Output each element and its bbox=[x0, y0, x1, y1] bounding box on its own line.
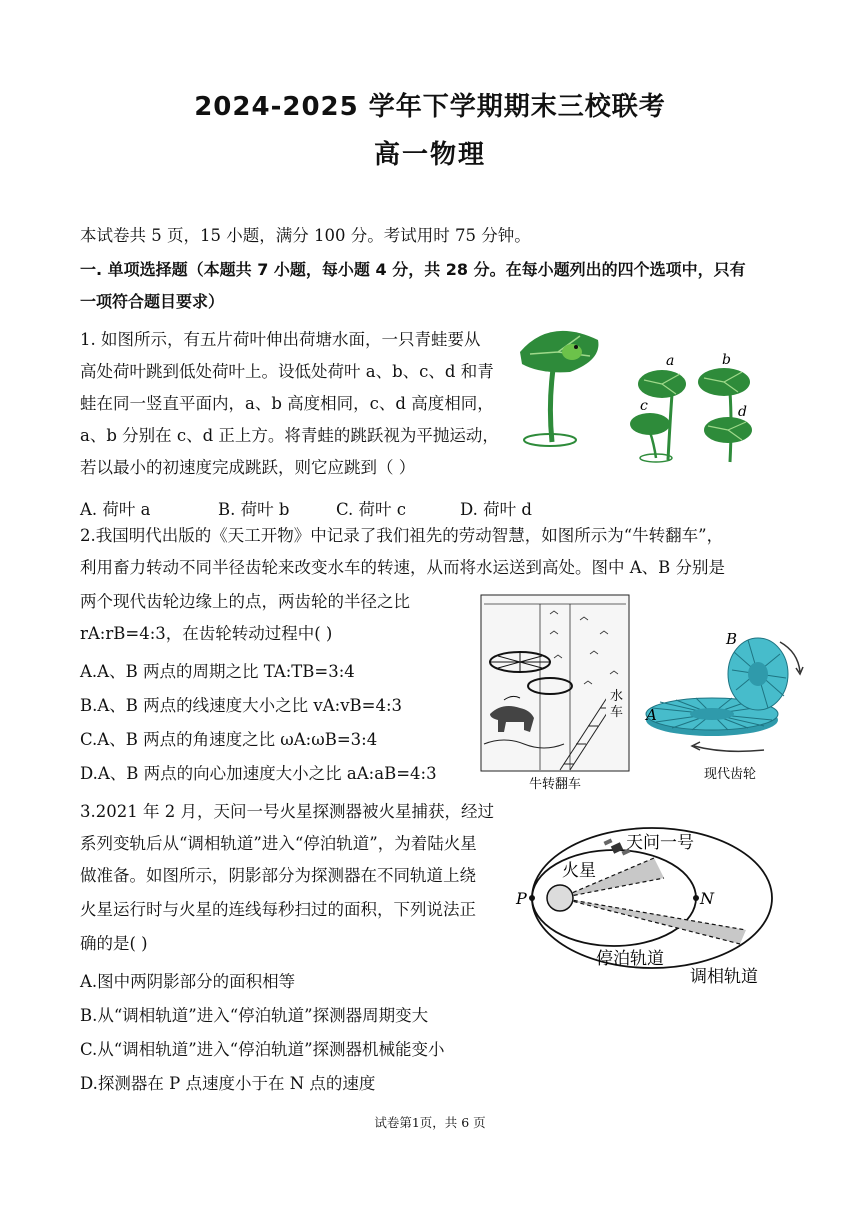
parking-orbit-label: 停泊轨道 bbox=[596, 949, 664, 969]
point-p-label: P bbox=[516, 889, 527, 908]
lotus-leaves-figure bbox=[510, 322, 760, 467]
modern-gears-figure bbox=[640, 622, 830, 782]
q3-option-c: C.从“调相轨道”进入“停泊轨道”探测器机械能变小 bbox=[80, 1040, 445, 1059]
leaf-label-c: c bbox=[640, 398, 648, 414]
gear-point-a: A bbox=[646, 706, 657, 724]
leaf-c bbox=[630, 398, 672, 462]
leaf-d bbox=[704, 404, 752, 443]
point-n-dot bbox=[693, 895, 699, 901]
small-gear-icon bbox=[728, 638, 788, 710]
q1-option-a: A. 荷叶 a bbox=[80, 500, 151, 519]
q3-option-a: A.图中两阴影部分的面积相等 bbox=[80, 972, 296, 991]
modern-gear-caption: 现代齿轮 bbox=[703, 767, 757, 782]
q2-option-a: A.A、B 两点的周期之比 TA:TB=3:4 bbox=[80, 662, 355, 681]
q3-option-d: D.探测器在 P 点速度小于在 N 点的速度 bbox=[80, 1074, 376, 1093]
point-p-dot bbox=[529, 895, 535, 901]
q1-option-b: B. 荷叶 b bbox=[218, 500, 290, 519]
exam-subject: 高一物理 bbox=[373, 140, 486, 170]
q2-line: rA:rB=4:3，在齿轮转动过程中( ) bbox=[80, 624, 333, 643]
leaf-label-b: b bbox=[722, 352, 731, 368]
exam-title: 2024-2025 学年下学期期末三校联考 bbox=[194, 92, 666, 122]
probe-label: 天问一号 bbox=[626, 833, 694, 853]
leaf-label-a: a bbox=[666, 353, 675, 369]
exam-intro: 本试卷共 5 页，15 小题，满分 100 分。考试用时 75 分钟。 bbox=[80, 226, 531, 245]
q3-line: 3.2021 年 2 月，天问一号火星探测器被火星捕获，经过 bbox=[80, 802, 494, 821]
q1-line: 1. 如图所示，有五片荷叶伸出荷塘水面，一只青蛙要从 bbox=[80, 330, 481, 349]
q1-option-d: D. 荷叶 d bbox=[460, 500, 532, 519]
q1-line: 若以最小的初速度完成跳跃，则它应跳到（ ） bbox=[80, 458, 416, 477]
q1-line: 蛙在同一竖直平面内，a、b 高度相同，c、d 高度相同， bbox=[80, 394, 494, 413]
q2-option-c: C.A、B 两点的角速度之比 ωA:ωB=3:4 bbox=[80, 730, 378, 749]
q1-line: a、b 分别在 c、d 正上方。将青蛙的跳跃视为平抛运动， bbox=[80, 426, 499, 445]
q1-line: 高处荷叶跳到低处荷叶上。设低处荷叶 a、b、c、d 和青 bbox=[80, 362, 494, 381]
q3-option-b: B.从“调相轨道”进入“停泊轨道”探测器周期变大 bbox=[80, 1006, 429, 1025]
q2-line: 2.我国明代出版的《天工开物》中记录了我们祖先的劳动智慧，如图所示为“牛转翻车”， bbox=[80, 526, 724, 545]
rotation-arrow-icon bbox=[694, 746, 764, 751]
q1-option-c: C. 荷叶 c bbox=[336, 500, 407, 519]
frog-icon bbox=[562, 344, 582, 360]
section-heading-line2: 一项符合题目要求） bbox=[80, 292, 225, 311]
q2-option-b: B.A、B 两点的线速度大小之比 vA:vB=4:3 bbox=[80, 696, 403, 715]
section-heading-line1: 一. 单项选择题（本题共 7 小题，每小题 4 分，共 28 分。在每小题列出的四个选项中，只有 bbox=[80, 260, 746, 279]
page-footer: 试卷第1页，共 6 页 bbox=[374, 1115, 486, 1130]
q3-line: 系列变轨后从“调相轨道”进入“停泊轨道”，为着陆火星 bbox=[80, 834, 477, 853]
leaf-label-d: d bbox=[738, 404, 747, 420]
mars-orbit-figure bbox=[514, 818, 794, 988]
ox-waterwheel-caption: 牛转翻车 bbox=[528, 777, 582, 792]
q3-line: 火星运行时与火星的连线每秒扫过的面积，下列说法正 bbox=[80, 900, 476, 919]
mars-label: 火星 bbox=[562, 861, 596, 881]
point-n-label: N bbox=[700, 889, 714, 908]
q3-line: 确的是( ) bbox=[80, 934, 148, 953]
gear-point-b: B bbox=[726, 630, 738, 648]
q2-line: 利用畜力转动不同半径齿轮来改变水车的转速，从而将水运送到高处。图中 A、B 分别是 bbox=[80, 558, 726, 577]
ox-waterwheel-figure bbox=[480, 594, 630, 794]
phasing-orbit-label: 调相轨道 bbox=[690, 967, 758, 987]
wooden-gear-icon bbox=[490, 652, 550, 672]
q2-line: 两个现代齿轮边缘上的点，两齿轮的半径之比 bbox=[80, 592, 410, 611]
q3-line: 做准备。如图所示，阴影部分为探测器在不同轨道上绕 bbox=[80, 866, 476, 885]
mars-planet bbox=[547, 885, 573, 911]
q2-option-d: D.A、B 两点的向心加速度大小之比 aA:aB=4:3 bbox=[80, 764, 437, 783]
waterwheel-label: 水车 bbox=[610, 689, 624, 720]
tall-leaf bbox=[520, 331, 598, 446]
